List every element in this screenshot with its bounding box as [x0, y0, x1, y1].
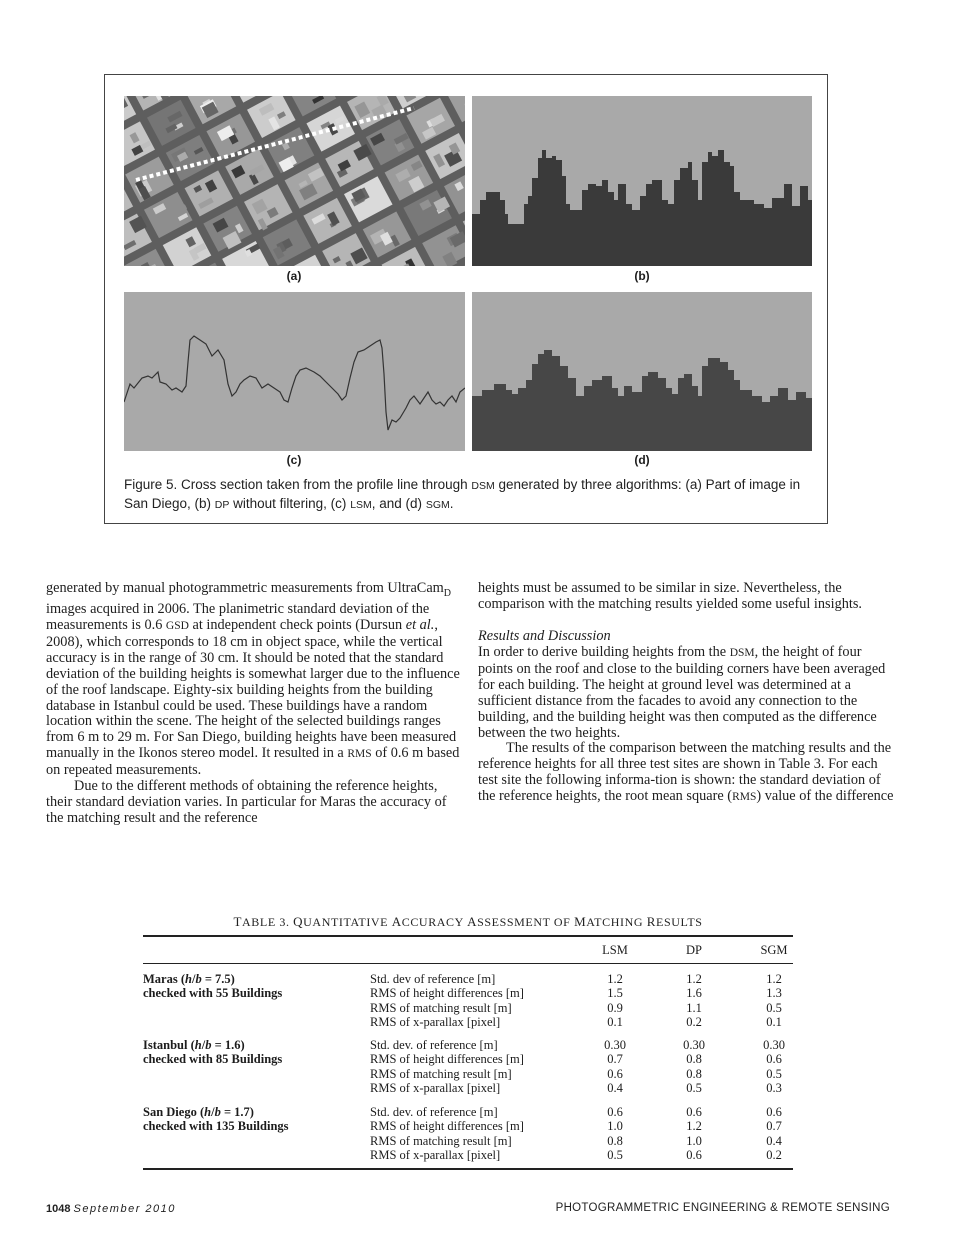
table-row — [370, 972, 524, 1029]
cell-value: 0.1 — [607, 1014, 623, 1029]
cell-value: 1.0 — [607, 1119, 623, 1134]
panel-c-lsm-profile — [124, 292, 465, 451]
table-row — [370, 1105, 524, 1162]
metric-label: RMS of matching result [m] — [370, 1066, 512, 1081]
metric-label: RMS of matching result [m] — [370, 1000, 512, 1015]
cell-value: 0.6 — [686, 1105, 702, 1119]
metric-label: Std. dev. of reference [m] — [370, 1105, 498, 1119]
column-lsm-values — [585, 972, 645, 1029]
cell-value: 0.5 — [607, 1147, 623, 1162]
cell-value: 1.0 — [686, 1133, 702, 1148]
table-header-rule — [143, 963, 793, 964]
cell-value: 0.30 — [604, 1038, 626, 1052]
column-dp-values — [664, 972, 724, 1029]
cell-value: 0.1 — [766, 1014, 782, 1029]
cell-value: 0.9 — [607, 1000, 623, 1015]
group-checked-maras: checked with 55 Buildings — [143, 986, 283, 1000]
section-heading: Results and Discussion — [478, 627, 611, 644]
cell-value: 0.2 — [686, 1014, 702, 1029]
cell-value: 1.3 — [766, 986, 782, 1001]
cell-value: 1.2 — [766, 972, 782, 986]
column-lsm-values — [585, 1038, 645, 1095]
table-bottom-rule — [143, 1168, 793, 1170]
column-sgm-values — [744, 972, 804, 1029]
metric-label: RMS of height differences [m] — [370, 986, 524, 1001]
left-column — [46, 581, 466, 827]
cell-value: 1.2 — [686, 972, 702, 986]
label-b: (b) — [634, 269, 650, 283]
label-d: (d) — [634, 453, 650, 467]
table-title: TABLE 3. QUANTITATIVE ACCURACY ASSESSMENT OF MATCHING RESULTS — [233, 914, 703, 929]
cell-value: 0.7 — [607, 1052, 623, 1067]
page-number: 1048 — [46, 1203, 71, 1215]
cell-value: 0.8 — [686, 1052, 702, 1067]
lsm-profile-graphic — [124, 292, 465, 451]
metric-label: RMS of x-parallax [pixel] — [370, 1147, 501, 1162]
issue-date: September 2010 — [73, 1203, 176, 1215]
column-header-lsm: LSM — [602, 943, 628, 957]
table-row — [370, 1038, 524, 1095]
column-lsm-values — [585, 1105, 645, 1162]
cell-value: 0.4 — [766, 1133, 782, 1148]
group-checked-san-diego: checked with 135 Buildings — [143, 1119, 289, 1133]
cell-value: 0.5 — [686, 1080, 702, 1095]
page-folio — [46, 1203, 176, 1215]
column-header-sgm: SGM — [760, 943, 788, 957]
journal-name: PHOTOGRAMMETRIC ENGINEERING & REMOTE SENSING — [555, 1202, 890, 1214]
cell-value: 0.5 — [766, 1066, 782, 1081]
group-checked-istanbul: checked with 85 Buildings — [143, 1052, 283, 1066]
sgm-profile-graphic — [472, 292, 812, 451]
table-top-rule — [143, 935, 793, 937]
right-paragraph-2: In order to derive building heights from the DSM, the height of four points on the roof and close to the building corners have been averaged for each building. The height at ground level was determined at a sufficient distance from the facades to avoid any connection to the building, and the building height was then computed as the difference between the two heights. — [478, 643, 886, 741]
cell-value: 0.7 — [766, 1119, 782, 1134]
cell-value: 0.3 — [766, 1080, 782, 1095]
cell-value: 0.6 — [686, 1147, 702, 1162]
cell-value: 0.6 — [607, 1066, 623, 1081]
cell-value: 0.2 — [766, 1147, 782, 1162]
metric-label: RMS of x-parallax [pixel] — [370, 1080, 501, 1095]
dp-profile-graphic — [472, 96, 812, 266]
cell-value: 1.2 — [686, 1119, 702, 1134]
cell-value: 1.1 — [686, 1000, 702, 1015]
column-dp-values — [664, 1105, 724, 1162]
cell-value: 1.5 — [607, 986, 623, 1001]
panel-d-sgm-profile — [472, 292, 812, 451]
cell-value: 0.6 — [766, 1105, 782, 1119]
metric-label: RMS of height differences [m] — [370, 1052, 524, 1067]
cell-value: 0.8 — [607, 1133, 623, 1148]
cell-value: 0.6 — [607, 1105, 623, 1119]
group-site-istanbul: Istanbul (h/b = 1.6) — [143, 1038, 245, 1052]
label-c: (c) — [286, 453, 302, 467]
cell-value: 0.30 — [763, 1038, 785, 1052]
right-paragraph-3: The results of the comparison between the matching results and the reference heights for all three test sites are shown in Table 3. For each test site the following informa-tion is shown: the standard deviation of the reference heights, the root mean square (RMS) value of the difference — [478, 740, 894, 805]
right-paragraph-1: heights must be assumed to be similar in size. Nevertheless, the comparison with the matching results yielded some useful insights. — [478, 580, 862, 612]
cell-value: 0.4 — [607, 1080, 623, 1095]
metric-label: RMS of x-parallax [pixel] — [370, 1014, 501, 1029]
panel-b-dp-profile — [472, 96, 812, 266]
left-paragraph-1: generated by manual photogrammetric measurements from UltraCam$_D$ images acquired in 2006. The planimetric standard deviation of the measurements is 0.6 GSD at independent check points (Dursun et al., 2008), which corresponds to 18 cm in object space, while the vertical accuracy is in the range of 30 cm. It should be noted that the standard deviation of the building heights is somewhat larger due to the influence of the roof landscape. Eighty-six building heights from the building database in Istanbul could be used. These buildings have a random location within the scene. The height of the selected buildings ranges from 6 m to 29 m. For San Diego, building heights have been measured manually in the Ikonos stereo model. It resulted in a RMS of 0.6 m based on repeated measurements. — [46, 580, 460, 779]
column-dp-values — [664, 1038, 724, 1095]
cell-value: 0.8 — [686, 1066, 702, 1081]
panel-a-aerial-image — [124, 96, 465, 266]
cell-value: 1.2 — [607, 972, 623, 986]
cell-value: 0.6 — [766, 1052, 782, 1067]
metric-label: Std. dev of reference [m] — [370, 972, 496, 986]
cell-value: 0.5 — [766, 1000, 782, 1015]
figure-caption: Figure 5. Cross section taken from the profile line through DSM generated by three algorithms: (a) Part of image in San Diego, (b) DP without filtering, (c) LSM, and (d) SGM. — [124, 477, 801, 511]
left-paragraph-2: Due to the different methods of obtaining the reference heights, their standard deviation varies. In particular for Maras the accuracy of the matching result and the reference — [46, 778, 447, 827]
cell-value: 0.30 — [683, 1038, 705, 1052]
aerial-image-graphic — [124, 96, 465, 266]
column-header-dp: DP — [686, 943, 702, 957]
metric-label: RMS of height differences [m] — [370, 1119, 524, 1134]
metric-label: Std. dev. of reference [m] — [370, 1038, 498, 1052]
group-site-maras: Maras (h/b = 7.5) — [143, 972, 235, 986]
group-site-san-diego: San Diego (h/b = 1.7) — [143, 1105, 254, 1119]
column-sgm-values — [744, 1105, 804, 1162]
label-a: (a) — [286, 269, 302, 283]
right-column — [478, 581, 898, 806]
cell-value: 1.6 — [686, 986, 702, 1001]
metric-label: RMS of matching result [m] — [370, 1133, 512, 1148]
column-sgm-values — [744, 1038, 804, 1095]
